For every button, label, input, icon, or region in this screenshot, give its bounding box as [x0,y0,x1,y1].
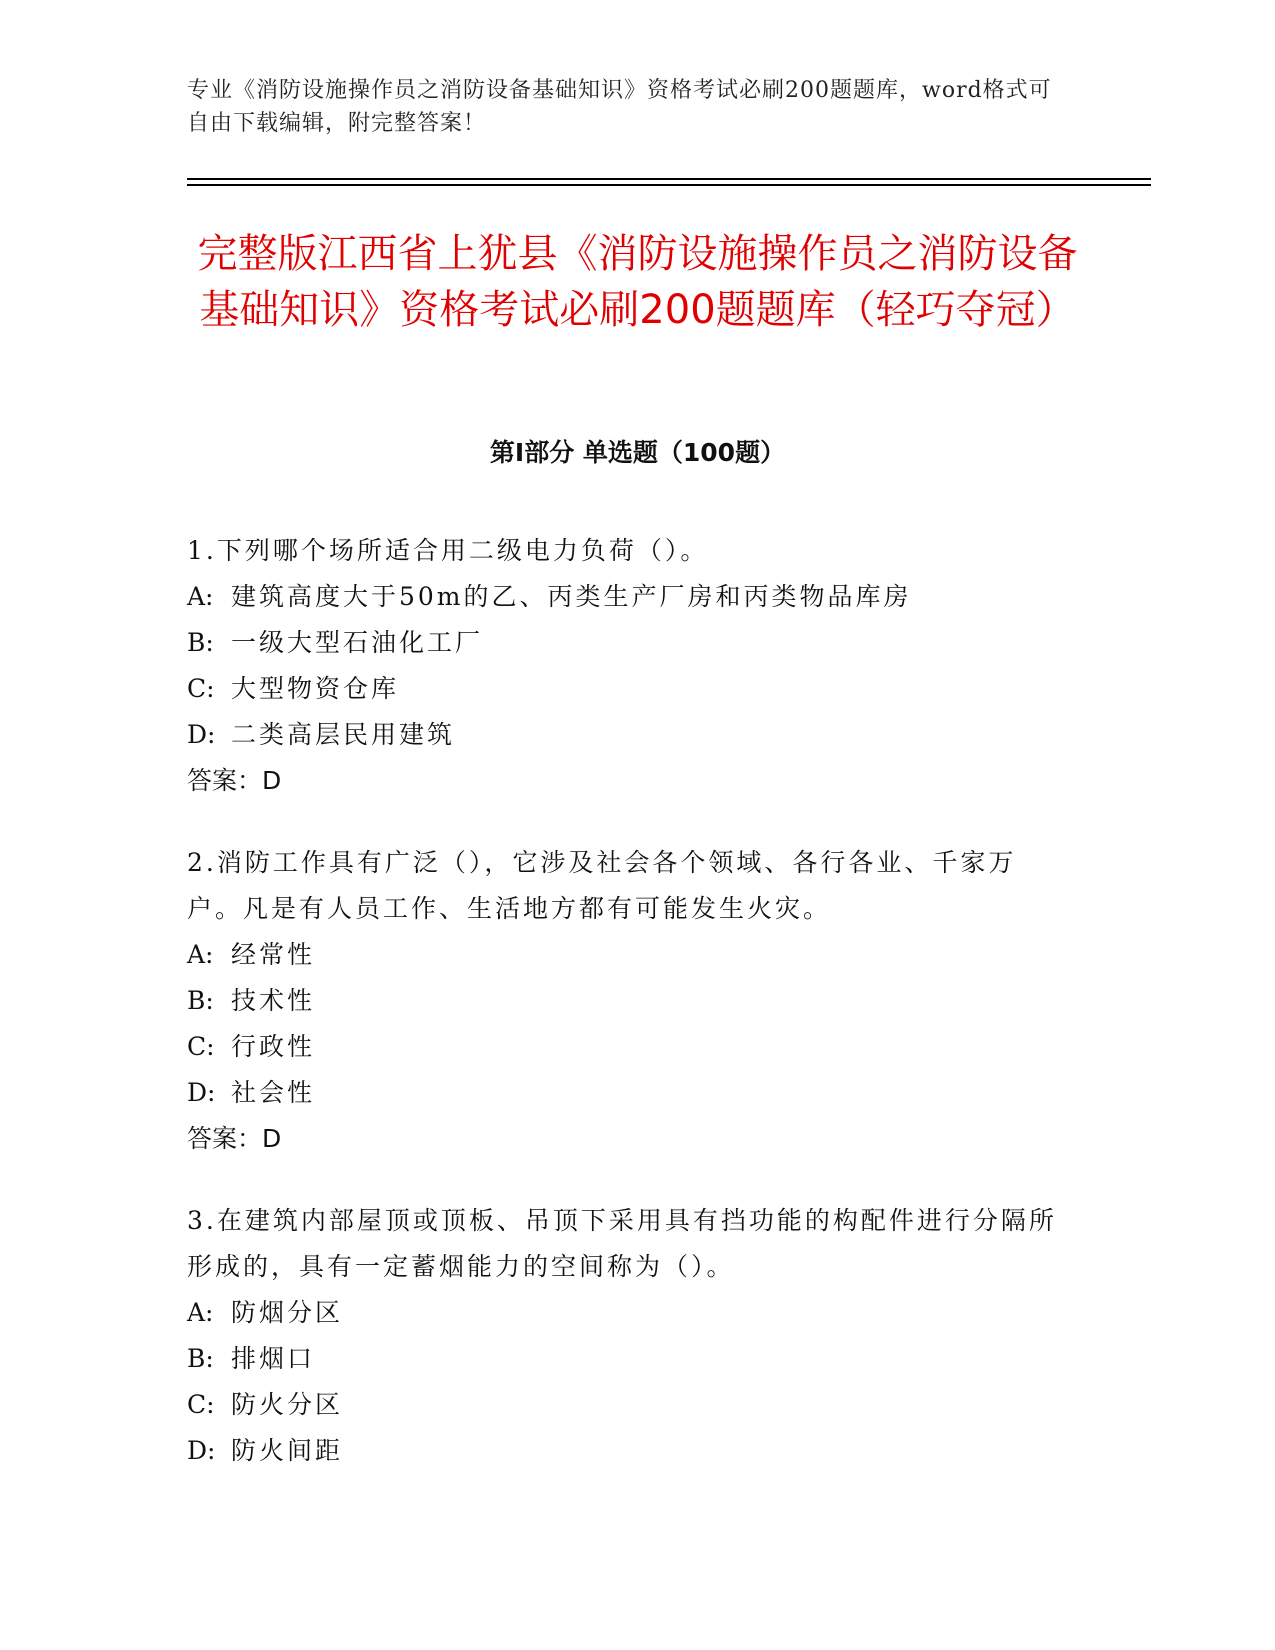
option-text: 防火分区 [231,1390,344,1419]
option-c [187,1382,1067,1428]
option-key: A: [187,1298,214,1327]
option-key: A: [187,582,214,611]
option-b [187,1336,1067,1382]
header-divider-bottom [187,184,1151,186]
option-key: C: [187,674,215,703]
option-key: C: [187,1390,215,1419]
option-key: B: [187,628,214,657]
option-text: 一级大型石油化工厂 [231,628,484,657]
answer-line: 答案：D [187,766,282,795]
option-text: 建筑高度大于50m的乙、丙类生产厂房和丙类物品库房 [231,582,912,611]
option-key: D: [187,720,216,749]
option-key: D: [187,1078,216,1107]
option-b [187,620,1067,666]
question-stem: 2.消防工作具有广泛（），它涉及社会各个领域、各行各业、千家万户。凡是有人员工作、生活地方都有可能发生火灾。 [187,848,1017,923]
header-divider-top [187,178,1151,180]
option-text: 防烟分区 [231,1298,344,1327]
option-key: C: [187,1032,215,1061]
question-stem: 1.下列哪个场所适合用二级电力负荷（）。 [187,536,709,565]
option-b [187,978,1067,1024]
option-key: A: [187,940,214,969]
option-key: D: [187,1436,216,1465]
option-a [187,1290,1067,1336]
option-text: 防火间距 [231,1436,344,1465]
section-title: 第Ⅰ部分 单选题（100题） [489,438,786,467]
option-d [187,1070,1067,1116]
option-c [187,1024,1067,1070]
option-text: 行政性 [231,1032,316,1061]
question-stem: 3.在建筑内部屋顶或顶板、吊顶下采用具有挡功能的构配件进行分隔所形成的，具有一定蓄烟能力的空间称为（）。 [187,1206,1057,1281]
option-text: 大型物资仓库 [231,674,400,703]
question-3 [187,1198,1067,1474]
option-a [187,932,1067,978]
option-key: B: [187,1344,214,1373]
document-title: 完整版江西省上犹县《消防设施操作员之消防设备基础知识》资格考试必刷200题题库（轻巧夺冠） [197,231,1078,333]
question-list [187,528,1067,1510]
option-text: 二类高层民用建筑 [231,720,456,749]
option-c [187,666,1067,712]
option-a [187,574,1067,620]
option-text: 经常性 [231,940,316,969]
answer-line: 答案：D [187,1124,282,1153]
header-note: 专业《消防设施操作员之消防设备基础知识》资格考试必刷200题题库，word格式可自由下载编辑，附完整答案！ [187,78,1052,136]
option-text: 社会性 [231,1078,316,1107]
option-key: B: [187,986,214,1015]
option-text: 排烟口 [231,1344,316,1373]
question-2 [187,840,1067,1162]
option-d [187,1428,1067,1474]
option-d [187,712,1067,758]
question-1 [187,528,1067,804]
option-text: 技术性 [231,986,316,1015]
